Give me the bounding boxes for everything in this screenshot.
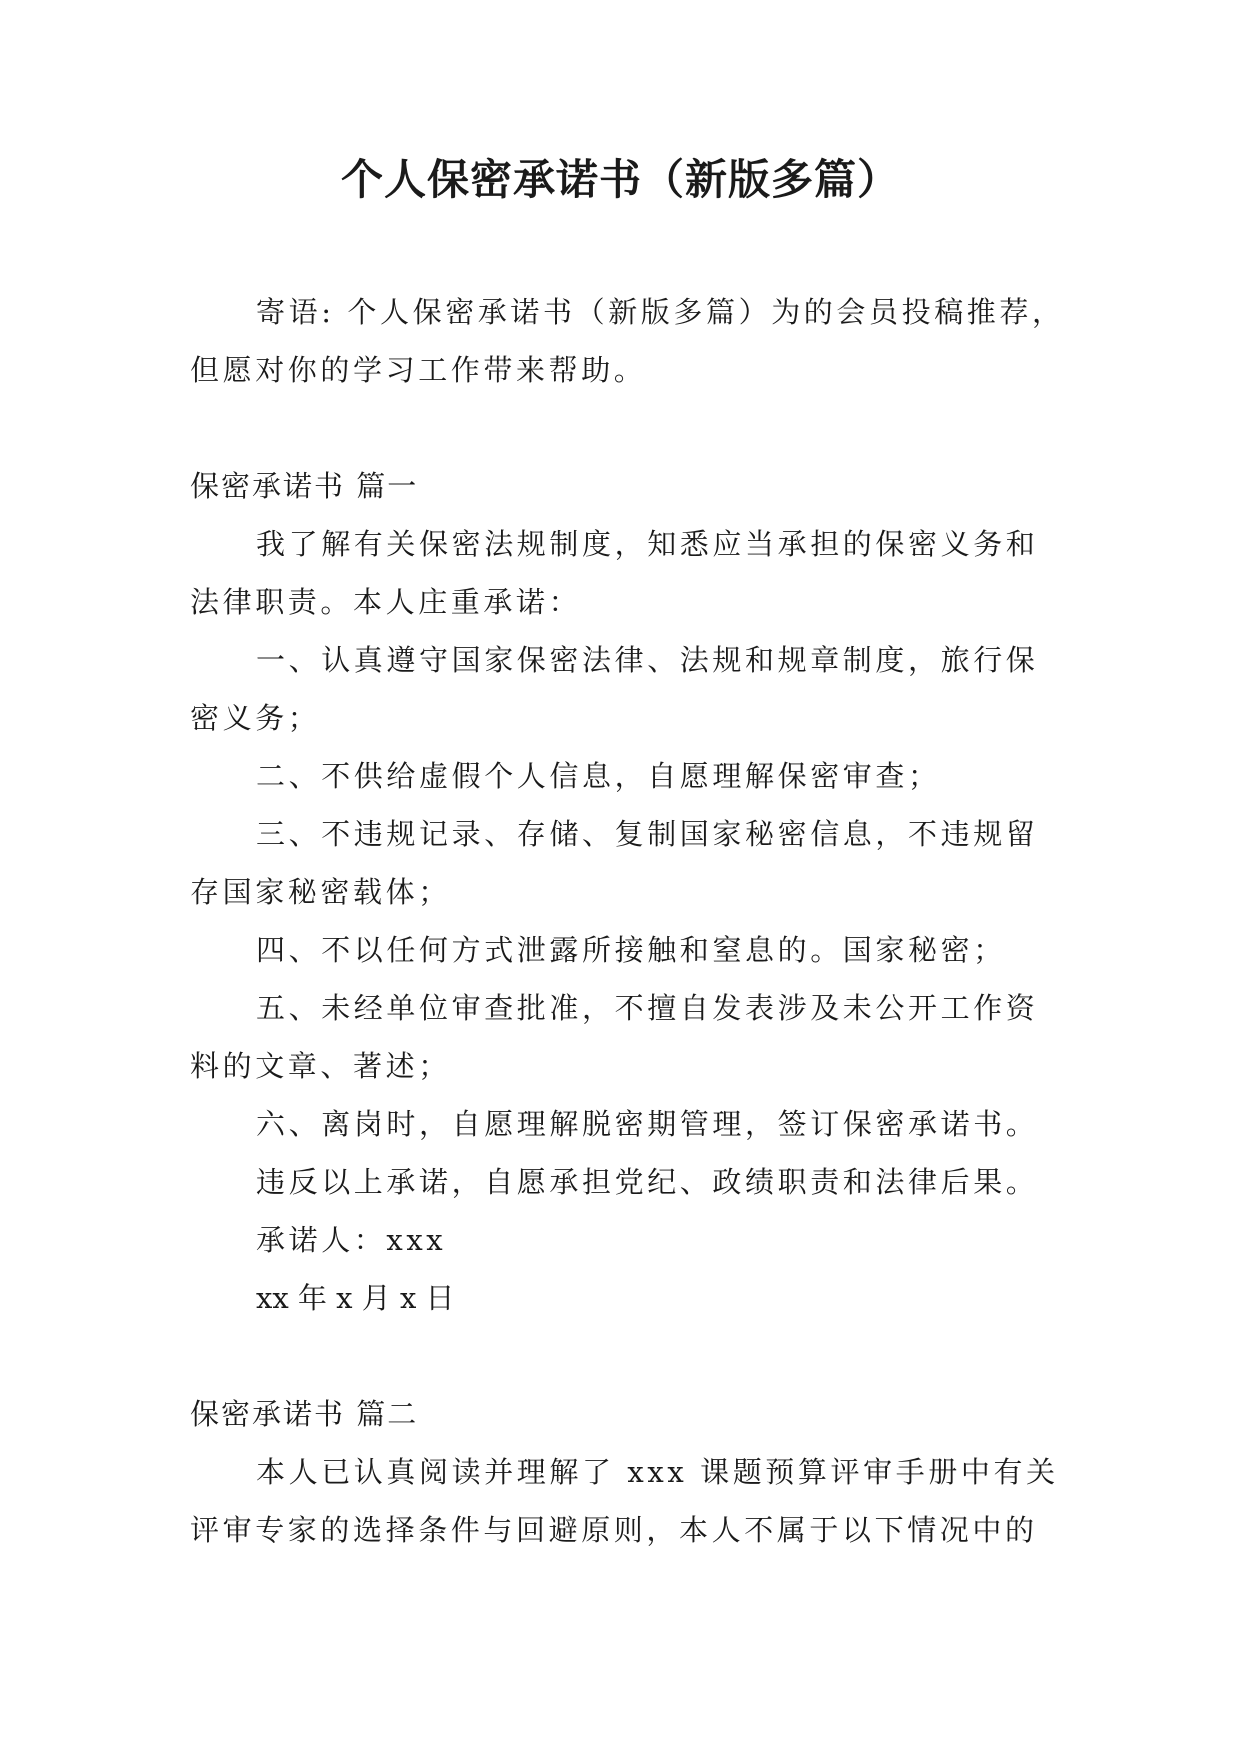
part2-paragraph-line-2: 评审专家的选择条件与回避原则，本人不属于以下情况中的 [190,1513,1038,1547]
pledge-item-1-line-1: 一、认真遵守国家保密法律、法规和规章制度，旅行保 [256,643,1039,677]
pledge-item-5-line-2: 料的文章、著述； [190,1049,451,1083]
pledge-item-2: 二、不供给虚假个人信息，自愿理解保密审查； [256,759,941,793]
section-heading-2: 保密承诺书 篇二 [190,1397,419,1431]
pledge-item-5-line-1: 五、未经单位审查批准，不擅自发表涉及未公开工作资 [256,991,1039,1025]
part1-paragraph-line-2: 法律职责。本人庄重承诺： [190,585,582,619]
intro-line-2: 但愿对你的学习工作带来帮助。 [190,353,647,387]
part2-paragraph-line-1: 本人已认真阅读并理解了 xxx 课题预算评审手册中有关 [256,1455,1059,1489]
signer-line: 承诺人：xxx [256,1223,447,1257]
violation-statement: 违反以上承诺，自愿承担党纪、政绩职责和法律后果。 [256,1165,1039,1199]
pledge-item-1-line-2: 密义务； [190,701,321,735]
document-title: 个人保密承诺书（新版多篇） [340,155,900,204]
pledge-item-3-line-1: 三、不违规记录、存储、复制国家秘密信息，不违规留 [256,817,1039,851]
part1-paragraph-line-1: 我了解有关保密法规制度，知悉应当承担的保密义务和 [256,527,1039,561]
date-line: xx 年 x 月 x 日 [256,1281,455,1315]
intro-line-1: 寄语: 个人保密承诺书（新版多篇）为的会员投稿推荐， [256,295,1065,329]
pledge-item-4: 四、不以任何方式泄露所接触和窒息的。国家秘密； [256,933,1006,967]
pledge-item-3-line-2: 存国家秘密载体； [190,875,451,909]
pledge-item-6: 六、离岗时，自愿理解脱密期管理，签订保密承诺书。 [256,1107,1039,1141]
section-heading-1: 保密承诺书 篇一 [190,469,419,503]
